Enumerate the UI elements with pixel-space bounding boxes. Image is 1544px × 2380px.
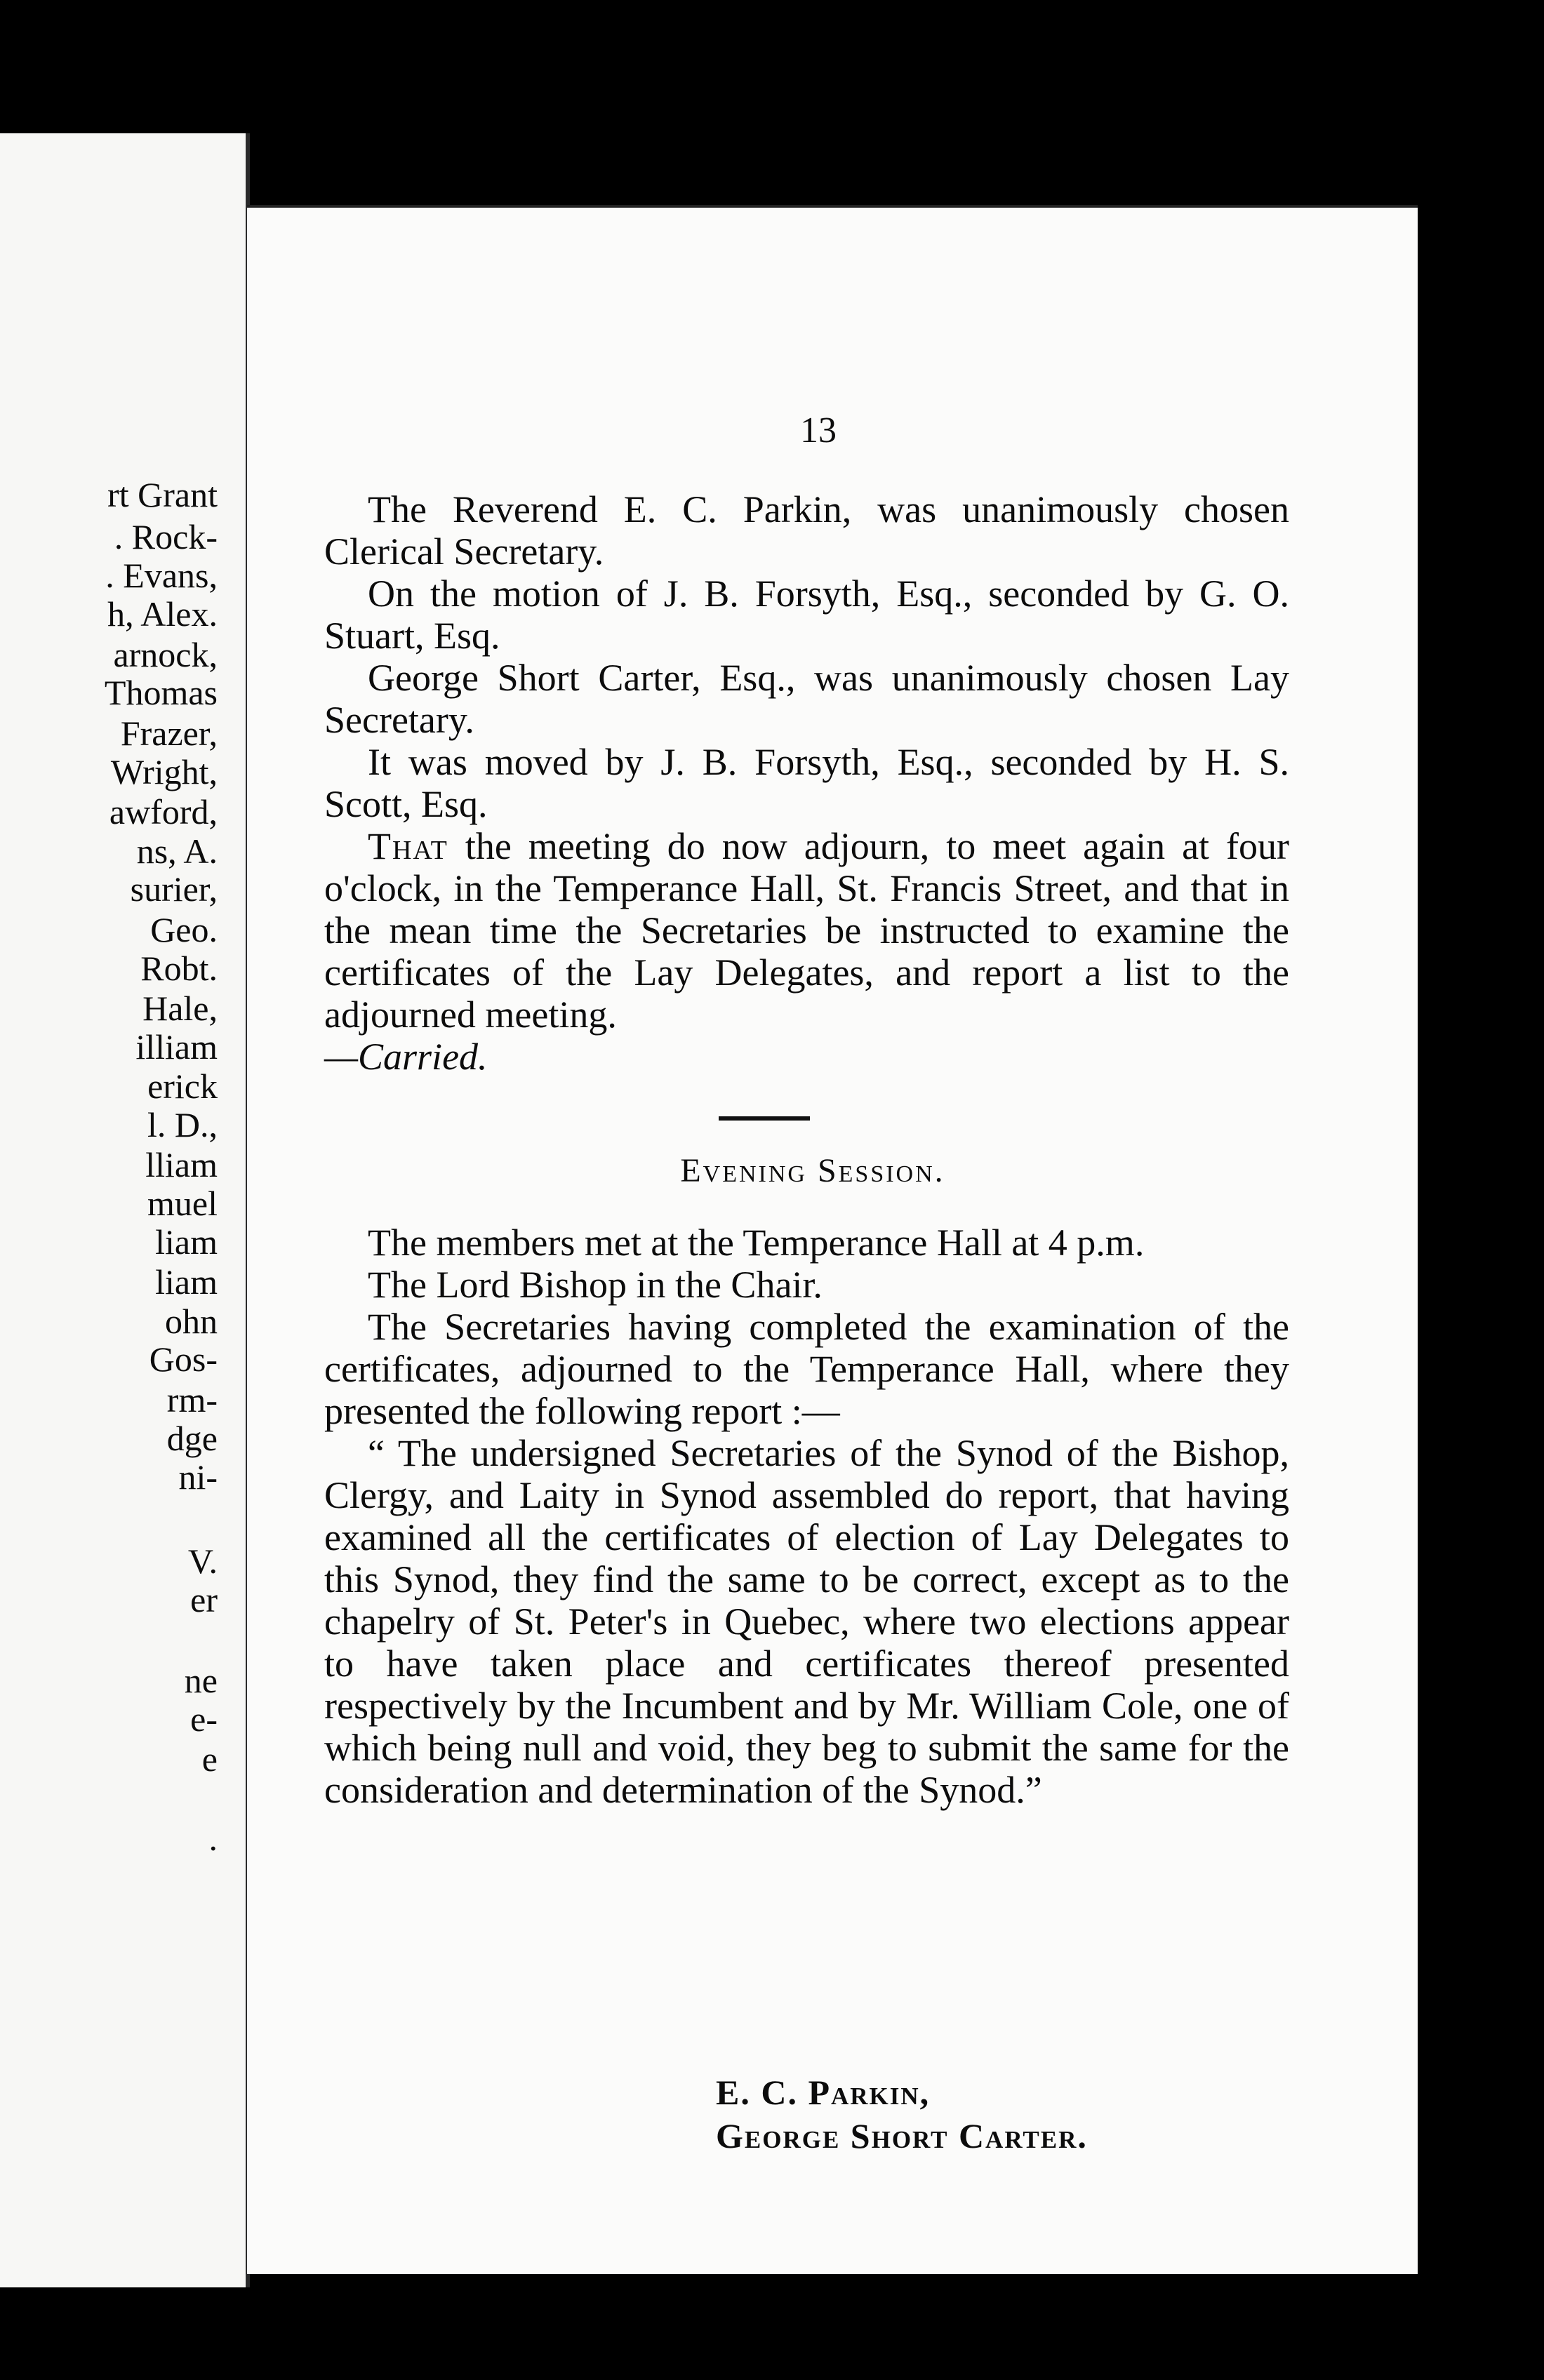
left-page-fragment: Wright, xyxy=(110,752,218,791)
session-text xyxy=(324,1222,1289,1811)
left-page-fragment: erick xyxy=(147,1067,218,1106)
paragraph: On the motion of J. B. Forsyth, Esq., seconded by G. O. Stuart, Esq. xyxy=(324,573,1289,657)
signature-parkin: E. C. Parkin, xyxy=(716,2073,931,2112)
left-page-fragment: arnock, xyxy=(113,635,218,674)
signatures xyxy=(716,2071,1088,2158)
left-page-fragment: Gos- xyxy=(149,1339,218,1379)
left-page-fragment: dge xyxy=(166,1419,218,1458)
report-quotation: “ The undersigned Secretaries of the Synod of the Bishop, Clergy, and Laity in Synod assembled do report, that having examined all the certificates of election of Lay Delegates to this Synod, they find the same to be correct, except as to the chapelry of St. Peter's in Quebec, where two elections appear to have taken place and certificates thereof presented respectively by the Incumbent and by Mr. William Cole, one of which being null and void, they beg to submit the same for the consideration and determination of the Synod.” xyxy=(324,1432,1289,1811)
resolution-text: the meeting do now adjourn, to meet again at four o'clock, in the Temperance Hall, St. Francis Street, and that in the mean time the Secretaries be instructed to examine the certificates of the Lay Delegates, and report a list to the adjourned meeting. xyxy=(324,825,1289,1036)
paragraph: The Lord Bishop in the Chair. xyxy=(368,1264,823,1306)
left-page-fragment: . Evans, xyxy=(105,556,218,595)
paragraph: George Short Carter, Esq., was unanimously chosen Lay Secretary. xyxy=(324,657,1289,741)
left-page-fragment: Robt. xyxy=(140,949,218,988)
left-page-fragment: l. D., xyxy=(147,1105,218,1144)
left-page-fragment: rt Grant xyxy=(107,475,218,514)
page-number: 13 xyxy=(800,410,837,450)
resolution-paragraph xyxy=(324,825,1289,1036)
left-page-fragment: liam xyxy=(155,1222,218,1262)
left-page-fragment: ni- xyxy=(178,1457,218,1497)
left-page-fragment: Geo. xyxy=(150,910,218,949)
paragraph: The members met at the Temperance Hall at 4 p.m. xyxy=(368,1222,1145,1264)
left-page-fragment: V. xyxy=(187,1542,218,1581)
left-page-fragment: ns, A. xyxy=(136,831,218,871)
left-page-fragment: rm- xyxy=(166,1380,218,1419)
proceedings-text xyxy=(324,488,1289,1078)
resolution-lead: That xyxy=(368,825,448,867)
left-page-fragment: . Rock- xyxy=(114,517,218,556)
left-page-fragment: Frazer, xyxy=(120,714,218,753)
resolution-result: —Carried. xyxy=(324,1036,488,1078)
left-page-fragment: e xyxy=(201,1739,218,1779)
section-divider xyxy=(719,1116,810,1121)
left-page-fragment: . xyxy=(208,1819,218,1858)
left-page-fragment: er xyxy=(190,1580,218,1619)
left-page-fragment: liam xyxy=(155,1262,218,1302)
signature-carter: George Short Carter. xyxy=(716,2116,1088,2155)
paragraph: The Reverend E. C. Parkin, was unanimously chosen Clerical Secretary. xyxy=(324,488,1289,573)
left-page-fragment: h, Alex. xyxy=(107,594,218,634)
left-page-fragment: surier, xyxy=(130,869,218,909)
left-page-fragment: Thomas xyxy=(104,673,218,712)
left-page-fragment: lliam xyxy=(145,1145,218,1184)
left-page-fragment: Hale, xyxy=(142,989,218,1028)
left-page-fragment: muel xyxy=(147,1184,218,1223)
left-page-fragment: e- xyxy=(190,1699,218,1739)
left-page-fragment: illiam xyxy=(135,1027,218,1067)
document-page xyxy=(247,205,1418,2274)
session-heading: Evening Session. xyxy=(680,1152,945,1189)
paragraph: The Secretaries having completed the examination of the certificates, adjourned to the Temperance Hall, where they presented the following report :— xyxy=(324,1306,1289,1432)
left-page-fragment: ohn xyxy=(165,1302,218,1341)
left-page-fragment: awford, xyxy=(109,792,218,831)
paragraph: It was moved by J. B. Forsyth, Esq., seconded by H. S. Scott, Esq. xyxy=(324,741,1289,825)
previous-page-fragment xyxy=(0,133,250,2287)
left-page-fragment: ne xyxy=(184,1661,218,1700)
